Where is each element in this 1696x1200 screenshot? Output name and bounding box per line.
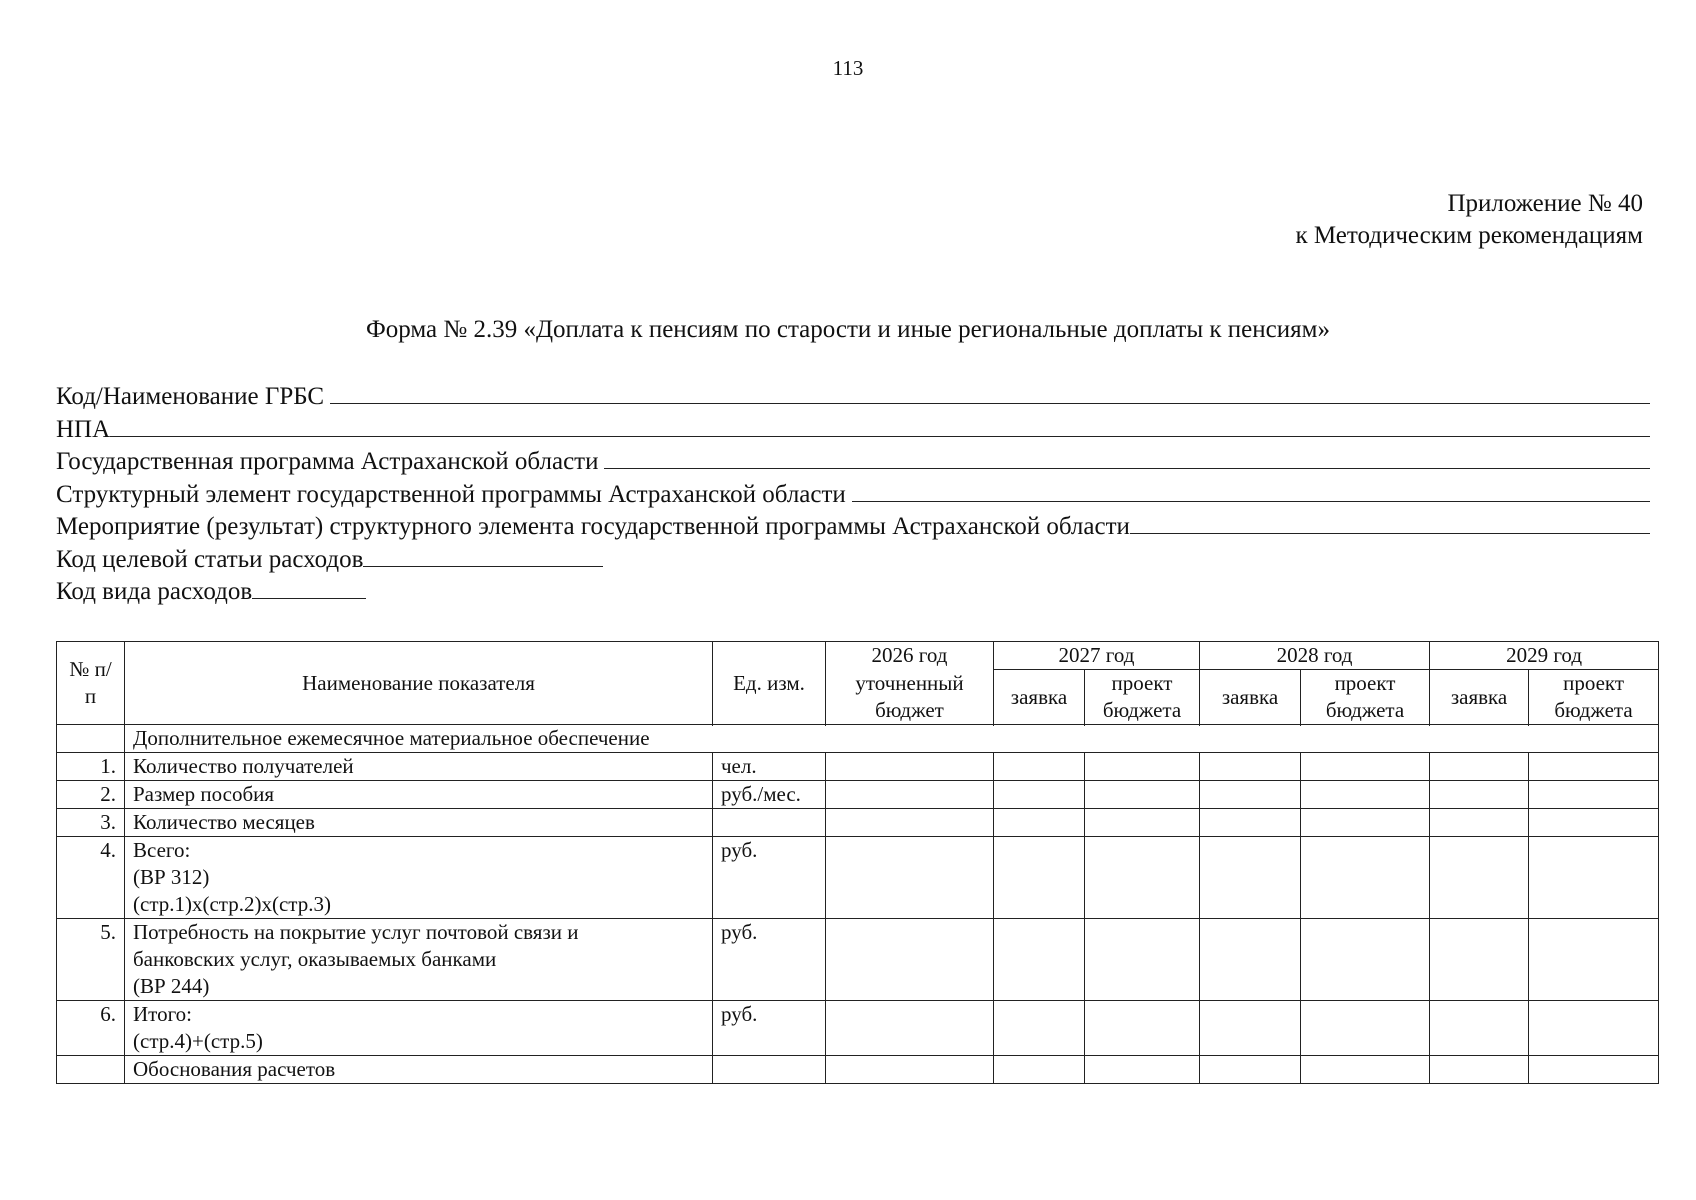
row-num: 4. (57, 837, 125, 919)
value-cell[interactable] (1200, 837, 1301, 919)
header-2027-draft: проект бюджета (1085, 670, 1200, 725)
table-row (57, 781, 1659, 809)
appendix-note (1295, 188, 1643, 252)
value-cell[interactable] (1430, 919, 1529, 1001)
field-label: Код целевой статьи расходов (56, 545, 364, 573)
value-cell[interactable] (994, 1001, 1085, 1056)
header-2029: 2029 год (1430, 642, 1659, 670)
value-cell[interactable] (1529, 781, 1659, 809)
table-row (57, 809, 1659, 837)
row-num: 2. (57, 781, 125, 809)
value-cell[interactable] (826, 781, 994, 809)
field-input-line[interactable] (252, 576, 366, 599)
row-name-line: (ВР 244) (133, 974, 210, 998)
row-name: Размер пособия (125, 781, 713, 809)
row-name (125, 919, 713, 1001)
field-label: Мероприятие (результат) структурного элемента государственной программы Астраханской области (56, 513, 1130, 540)
field-label: Структурный элемент государственной программы Астраханской области (56, 480, 846, 508)
row-num: 5. (57, 919, 125, 1001)
header-2027: 2027 год (994, 642, 1200, 670)
header-2028-request: заявка (1200, 670, 1301, 725)
value-cell[interactable] (1085, 919, 1200, 1001)
value-cell[interactable] (1430, 753, 1529, 781)
row-num: 6. (57, 1001, 125, 1056)
value-cell[interactable] (1200, 753, 1301, 781)
section-title: Дополнительное ежемесячное материальное обеспечение (125, 725, 1659, 753)
row-name-line: Итого: (133, 1002, 192, 1026)
appendix-line-2: к Методическим рекомендациям (1295, 222, 1643, 249)
value-cell[interactable] (1430, 809, 1529, 837)
row-name-line: банковских услуг, оказываемых банками (133, 947, 497, 971)
value-cell[interactable] (1200, 1056, 1301, 1084)
header-2029-draft: проект бюджета (1529, 670, 1659, 725)
row-name-line: (стр.1)х(стр.2)х(стр.3) (133, 892, 331, 916)
value-cell[interactable] (1200, 809, 1301, 837)
table-row (57, 837, 1659, 919)
table-row (57, 753, 1659, 781)
value-cell[interactable] (994, 753, 1085, 781)
row-name (125, 837, 713, 919)
header-name: Наименование показателя (125, 642, 713, 725)
header-fields (56, 381, 1650, 609)
value-cell[interactable] (1529, 919, 1659, 1001)
row-name-line: Всего: (133, 838, 191, 862)
value-cell[interactable] (1200, 919, 1301, 1001)
row-name-line: (стр.4)+(стр.5) (133, 1029, 263, 1053)
field-label: Код вида расходов (56, 578, 253, 605)
value-cell[interactable] (1085, 1001, 1200, 1056)
value-cell[interactable] (1085, 1056, 1200, 1084)
header-num: № п/п (57, 642, 125, 725)
row-unit: руб./мес. (713, 781, 826, 809)
row-unit (713, 809, 826, 837)
value-cell[interactable] (1200, 1001, 1301, 1056)
row-name (125, 1001, 713, 1056)
field-input-line[interactable] (330, 381, 1650, 404)
value-cell[interactable] (994, 837, 1085, 919)
field-npa (56, 414, 1650, 447)
row-num: 1. (57, 753, 125, 781)
value-cell[interactable] (1085, 781, 1200, 809)
header-2028-draft: проект бюджета (1301, 670, 1430, 725)
table-cell (713, 1056, 826, 1084)
field-state-program (56, 446, 1650, 479)
value-cell[interactable] (1430, 1056, 1529, 1084)
field-label: НПА (56, 415, 111, 443)
value-cell[interactable] (826, 1056, 994, 1084)
footer-title: Обоснования расчетов (125, 1056, 713, 1084)
value-cell[interactable] (1301, 1056, 1430, 1084)
field-input-line[interactable] (852, 479, 1650, 502)
row-unit: руб. (713, 1001, 826, 1056)
value-cell[interactable] (1529, 1001, 1659, 1056)
value-cell[interactable] (826, 919, 994, 1001)
value-cell[interactable] (826, 753, 994, 781)
value-cell[interactable] (1301, 753, 1430, 781)
value-cell[interactable] (1200, 781, 1301, 809)
field-input-line[interactable] (110, 414, 1650, 437)
table-row (57, 919, 1659, 1001)
value-cell[interactable] (994, 1056, 1085, 1084)
form-title: Форма № 2.39 «Доплата к пенсиям по старости и иные региональные доплаты к пенсиям» (366, 316, 1330, 343)
value-cell[interactable] (994, 919, 1085, 1001)
value-cell[interactable] (994, 809, 1085, 837)
field-target-article-code (56, 544, 1650, 577)
row-unit: руб. (713, 919, 826, 1001)
footer-row (57, 1056, 1659, 1084)
section-row (57, 725, 1659, 753)
header-2026: 2026 год (826, 642, 994, 670)
value-cell[interactable] (1301, 809, 1430, 837)
row-unit: чел. (713, 753, 826, 781)
row-unit: руб. (713, 837, 826, 919)
page-number: 113 (832, 56, 864, 80)
value-cell[interactable] (826, 837, 994, 919)
value-cell[interactable] (1085, 753, 1200, 781)
field-input-line[interactable] (604, 446, 1650, 469)
value-cell[interactable] (1085, 837, 1200, 919)
value-cell[interactable] (1529, 809, 1659, 837)
row-num: 3. (57, 809, 125, 837)
field-measure (56, 511, 1650, 544)
header-2026-sub: уточненный бюджет (826, 670, 994, 725)
header-2029-request: заявка (1430, 670, 1529, 725)
value-cell[interactable] (1529, 837, 1659, 919)
value-cell[interactable] (1301, 781, 1430, 809)
value-cell[interactable] (994, 781, 1085, 809)
value-cell[interactable] (1430, 837, 1529, 919)
value-cell[interactable] (1301, 837, 1430, 919)
field-expense-type-code (56, 576, 1650, 609)
header-2028: 2028 год (1200, 642, 1430, 670)
field-grbs (56, 381, 1650, 414)
indicators-table (56, 641, 1659, 1084)
field-structural-element (56, 479, 1650, 512)
table-cell (57, 1056, 125, 1084)
value-cell[interactable] (1529, 1056, 1659, 1084)
value-cell[interactable] (1529, 753, 1659, 781)
value-cell[interactable] (1430, 1001, 1529, 1056)
value-cell[interactable] (1301, 1001, 1430, 1056)
value-cell[interactable] (1085, 809, 1200, 837)
row-name-line: Потребность на покрытие услуг почтовой связи и (133, 920, 579, 944)
value-cell[interactable] (826, 809, 994, 837)
table-cell (57, 725, 125, 753)
header-unit: Ед. изм. (713, 642, 826, 725)
value-cell[interactable] (826, 1001, 994, 1056)
value-cell[interactable] (1301, 919, 1430, 1001)
field-input-line[interactable] (363, 544, 603, 567)
field-input-line[interactable] (1130, 511, 1650, 534)
row-name: Количество получателей (125, 753, 713, 781)
header-2027-request: заявка (994, 670, 1085, 725)
field-label: Код/Наименование ГРБС (56, 383, 325, 410)
row-name: Количество месяцев (125, 809, 713, 837)
appendix-line-1: Приложение № 40 (1447, 190, 1643, 217)
table-row (57, 1001, 1659, 1056)
value-cell[interactable] (1430, 781, 1529, 809)
row-name-line: (ВР 312) (133, 865, 210, 889)
field-label: Государственная программа Астраханской области (56, 448, 599, 475)
